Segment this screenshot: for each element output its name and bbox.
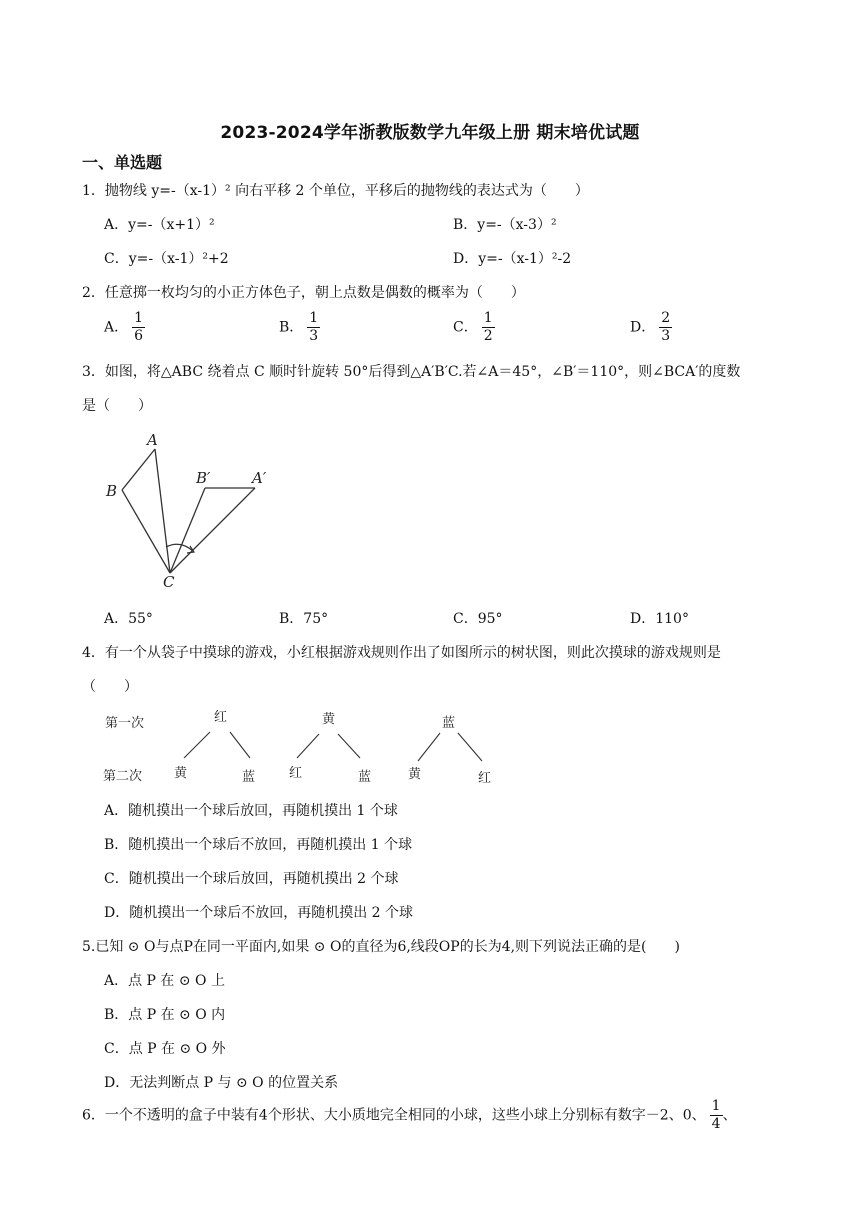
numerator: 1 xyxy=(134,310,144,326)
label-c: C xyxy=(163,573,175,590)
question-2-stem: 2．任意掷一枚均匀的小正方体色子，朝上点数是偶数的概率为（ ） xyxy=(82,285,525,301)
question-5-option-d[interactable]: D．无法判断点 P 与 ⊙ O 的位置关系 xyxy=(104,1075,339,1091)
tree-branch-3-right xyxy=(458,733,482,761)
question-5-stem: 5.已知 ⊙ O与点P在同一平面内,如果 ⊙ O的直径为6,线段OP的长为4,则下列说法正确的是( ) xyxy=(82,939,680,955)
question-3-stem-line-1: 3．如图，将△ABC 绕着点 C 顺时针旋转 50°后得到△A′B′C.若∠A＝45°，∠B′＝110°，则∠BCA′的度数 xyxy=(82,364,741,380)
fraction xyxy=(132,310,145,345)
question-5-option-b[interactable]: B．点 P 在 ⊙ O 内 xyxy=(104,1007,226,1023)
question-4-stem-line-2: （ ） xyxy=(82,679,138,695)
question-2-option-c[interactable] xyxy=(453,310,495,345)
question-3-stem-line-2: 是（ ） xyxy=(82,398,152,414)
segment-b-prime-c xyxy=(170,488,205,573)
denominator: 6 xyxy=(134,328,144,344)
tree-node-1-top: 红 xyxy=(214,710,228,725)
question-1-option-d[interactable]: D．y=-（x-1）²-2 xyxy=(453,251,572,267)
numerator: 1 xyxy=(309,310,319,326)
tree-node-1-right: 蓝 xyxy=(242,770,256,785)
segment-ac xyxy=(155,449,170,573)
label-b-prime: B′ xyxy=(196,469,211,487)
tree-node-3-left: 黄 xyxy=(408,767,422,782)
question-4-option-b[interactable]: B．随机摸出一个球后不放回，再随机摸出 1 个球 xyxy=(104,837,413,853)
label-a: A xyxy=(147,431,158,449)
denominator: 3 xyxy=(661,328,671,344)
option-label: B． xyxy=(279,319,304,336)
option-label: A． xyxy=(104,319,129,336)
tree-branch-2-left xyxy=(297,734,319,758)
numerator: 1 xyxy=(711,1098,721,1114)
page-title: 2023-2024学年浙教版数学九年级上册 期末培优试题 xyxy=(220,123,640,143)
rotation-triangle-figure xyxy=(100,425,280,590)
question-6-text: 6．一个不透明的盒子中装有4个形状、大小质地完全相同的小球，这些小球上分别标有数字－2、0、 xyxy=(82,1107,706,1124)
question-2-option-d[interactable] xyxy=(630,310,672,345)
question-1-option-c[interactable]: C．y=-（x-1）²+2 xyxy=(104,251,229,267)
question-4-stem-line-1: 4．有一个从袋子中摸球的游戏，小红根据游戏规则作出了如图所示的树状图，则此次摸球的游戏规则是 xyxy=(82,645,721,661)
tree-first-draw-label: 第一次 xyxy=(105,716,145,731)
numerator: 2 xyxy=(661,310,671,326)
tree-branch-1-left xyxy=(184,732,210,758)
denominator: 4 xyxy=(711,1116,721,1132)
question-5-option-c[interactable]: C．点 P 在 ⊙ O 外 xyxy=(104,1041,226,1057)
question-4-option-c[interactable]: C．随机摸出一个球后放回，再随机摸出 2 个球 xyxy=(104,871,399,887)
tree-node-2-left: 红 xyxy=(289,766,303,781)
label-a-prime: A′ xyxy=(252,469,267,487)
tree-node-3-right: 红 xyxy=(478,771,492,786)
tree-branch-2-right xyxy=(338,734,360,758)
label-b: B xyxy=(106,482,118,500)
fraction xyxy=(307,310,320,345)
question-3-option-b[interactable]: B．75° xyxy=(279,611,329,627)
question-3-option-a[interactable]: A．55° xyxy=(104,611,153,627)
section-heading: 一、单选题 xyxy=(82,153,163,172)
question-4-option-d[interactable]: D．随机摸出一个球后不放回，再随机摸出 2 个球 xyxy=(104,905,414,921)
question-2-option-b[interactable] xyxy=(279,310,320,345)
question-6-tail: 、 xyxy=(722,1107,737,1124)
tree-branch-1-right xyxy=(230,732,250,758)
question-1-option-b[interactable]: B．y=-（x-3）² xyxy=(453,217,557,233)
option-label: D． xyxy=(630,319,656,336)
fraction xyxy=(710,1098,723,1133)
question-1-option-a[interactable]: A．y=-（x+1）² xyxy=(104,217,215,233)
segment-bc xyxy=(122,490,170,573)
tree-second-draw-label: 第二次 xyxy=(103,769,143,784)
segment-a-prime-c xyxy=(170,488,255,573)
tree-node-3-top: 蓝 xyxy=(442,716,456,731)
question-3-option-c[interactable]: C．95° xyxy=(453,611,503,627)
question-3-option-d[interactable]: D．110° xyxy=(630,611,689,627)
probability-tree-diagram xyxy=(100,703,520,788)
segment-ab xyxy=(122,449,155,490)
tree-node-1-left: 黄 xyxy=(174,766,188,781)
option-label: C． xyxy=(453,319,478,336)
tree-node-2-right: 蓝 xyxy=(358,770,372,785)
denominator: 2 xyxy=(483,328,493,344)
numerator: 1 xyxy=(483,310,493,326)
fraction xyxy=(659,310,672,345)
denominator: 3 xyxy=(309,328,319,344)
tree-node-2-top: 黄 xyxy=(322,712,336,727)
question-5-option-a[interactable]: A．点 P 在 ⊙ O 上 xyxy=(104,973,225,989)
question-1-stem: 1．抛物线 y=-（x-1）² 向右平移 2 个单位，平移后的抛物线的表达式为（ ） xyxy=(82,183,589,199)
question-4-option-a[interactable]: A．随机摸出一个球后放回，再随机摸出 1 个球 xyxy=(104,803,398,819)
fraction xyxy=(482,310,495,345)
question-2-option-a[interactable] xyxy=(104,310,145,345)
question-6-stem xyxy=(82,1098,737,1133)
tree-branch-3-left xyxy=(418,733,440,761)
